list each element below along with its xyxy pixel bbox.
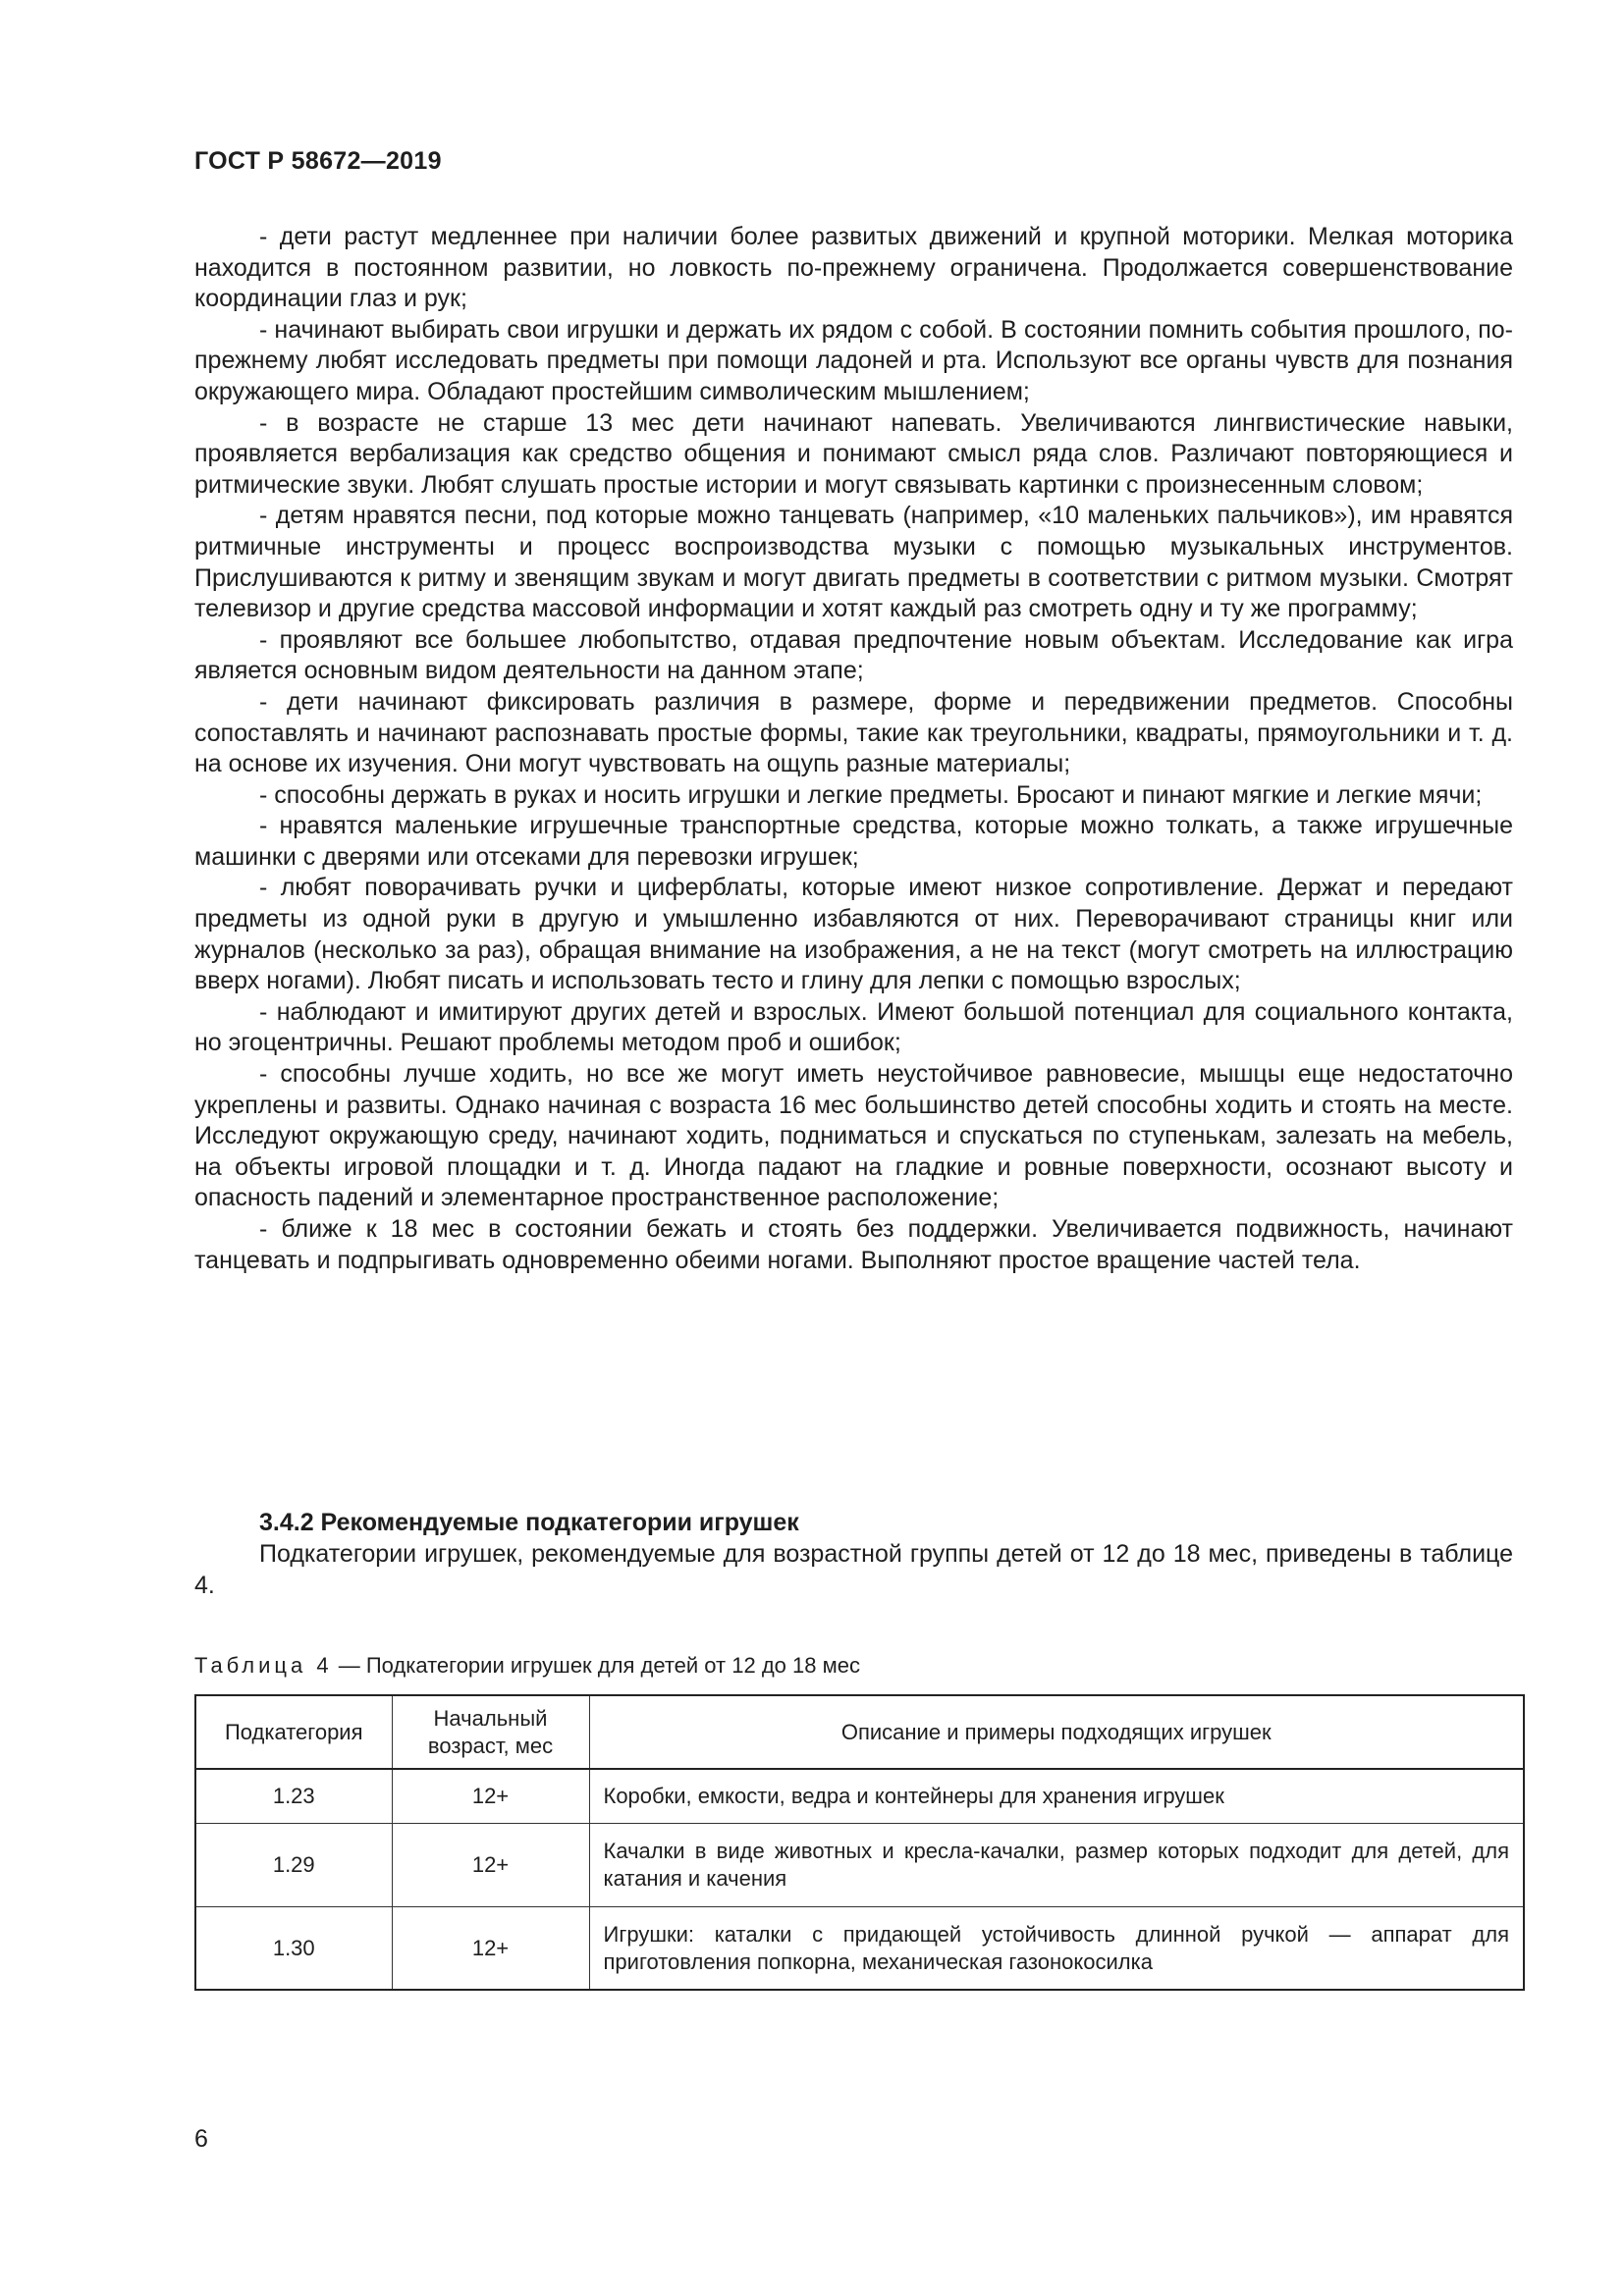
column-header-age-line2: возраст, мес: [427, 1733, 554, 1758]
paragraph: - детям нравятся песни, под которые можно танцевать (например, «10 маленьких пальчиков»), им нравятся ритмичные инструменты и процесс воспроизводства музыки с помощью музыкальных инструментов. Прислушиваются к ритму и звенящим звукам и могут двигать предметы в соответствии с ритмом музыки. Смотрят телевизор и другие средства массовой информации и хотят каждый раз смотреть одну и ту же программу;: [194, 502, 1513, 623]
column-header-description: Описание и примеры подходящих игрушек: [589, 1695, 1524, 1769]
paragraph: - способны держать в руках и носить игрушки и легкие предметы. Бросают и пинают мягкие и легкие мячи;: [259, 780, 1483, 809]
subcategory-table: [194, 1694, 1525, 1991]
table-row: [195, 1907, 1524, 1991]
paragraph: - ближе к 18 мес в состоянии бежать и стоять без поддержки. Увеличивается подвижность, начинают танцевать и подпрыгивать одновременно обеими ногами. Выполняют простое вращение частей тела.: [194, 1215, 1513, 1274]
column-header-age: [392, 1695, 589, 1769]
paragraph: - способны лучше ходить, но все же могут иметь неустойчивое равновесие, мышцы еще недостаточно укреплены и развиты. Однако начиная с возраста 16 мес большинство детей способны ходить и стоять на месте. Исследуют окружающую среду, начинают ходить, подниматься и спускаться по ступенькам, залезать на мебель, на объекты игровой площадки и т. д. Иногда падают на гладкие и ровные поверхности, осознают высоту и опасность падений и элементарное пространственное расположение;: [194, 1060, 1513, 1212]
table-row: [195, 1769, 1524, 1824]
page-number: 6: [194, 2125, 208, 2153]
paragraph: - проявляют все большее любопытство, отдавая предпочтение новым объектам. Исследование как игра является основным видом деятельности на данном этапе;: [194, 625, 1513, 685]
cell-description: Качалки в виде животных и кресла-качалки, размер которых подходит для детей, для катания и качения: [589, 1824, 1524, 1907]
paragraph: - начинают выбирать свои игрушки и держать их рядом с собой. В состоянии помнить события прошлого, по-прежнему любят исследовать предметы при помощи ладоней и рта. Используют все органы чувств для познания окружающего мира. Обладают простейшим символическим мышлением;: [194, 315, 1513, 405]
cell-subcategory: 1.29: [195, 1824, 392, 1907]
paragraph: - дети растут медленнее при наличии более развитых движений и крупной моторики. Мелкая моторика находится в постоянном развитии, но ловкость по-прежнему ограничена. Продолжается совершенствование координации глаз и рук;: [194, 223, 1513, 313]
table-row: [195, 1824, 1524, 1907]
table-header-row: [195, 1695, 1524, 1769]
table-caption-label: Таблица 4: [194, 1653, 333, 1678]
paragraph: - нравятся маленькие игрушечные транспортные средства, которые можно толкать, а также игрушечные машинки с дверями или отсеками для перевозки игрушек;: [194, 812, 1513, 871]
body-text: [194, 222, 1513, 1276]
cell-subcategory: 1.23: [195, 1769, 392, 1824]
paragraph: - дети начинают фиксировать различия в размере, форме и передвижении предметов. Способны сопоставлять и начинают распознавать простые формы, такие как треугольники, квадраты, прямоугольники и т. д. на основе их изучения. Они могут чувствовать на ощупь разные материалы;: [194, 687, 1513, 778]
table-caption-text: — Подкатегории игрушек для детей от 12 до 18 мес: [332, 1653, 860, 1678]
paragraph: - любят поворачивать ручки и циферблаты, которые имеют низкое сопротивление. Держат и передают предметы из одной руки в другую и умышленно избавляются от них. Переворачивают страницы книг или журналов (несколько за раз), обращая внимание на изображения, а не на текст (могут смотреть на иллюстрацию вверх ногами). Любят писать и использовать тесто и глину для лепки с помощью взрослых;: [194, 874, 1513, 995]
paragraph: - наблюдают и имитируют других детей и взрослых. Имеют большой потенциал для социального контакта, но эгоцентричны. Решают проблемы методом проб и ошибок;: [194, 997, 1513, 1057]
section-intro: Подкатегории игрушек, рекомендуемые для возрастной группы детей от 12 до 18 мес, приведены в таблице 4.: [194, 1540, 1513, 1599]
cell-description: Коробки, емкости, ведра и контейнеры для хранения игрушек: [589, 1769, 1524, 1824]
table-caption: [194, 1652, 860, 1680]
column-header-subcategory: Подкатегория: [195, 1695, 392, 1769]
cell-age: 12+: [392, 1907, 589, 1991]
cell-subcategory: 1.30: [195, 1907, 392, 1991]
paragraph: - в возрасте не старше 13 мес дети начинают напевать. Увеличиваются лингвистические навыки, проявляется вербализация как средство общения и понимают смысл ряда слов. Различают повторяющиеся и ритмические звуки. Любят слушать простые истории и могут связывать картинки с произнесенным словом;: [194, 408, 1513, 499]
cell-age: 12+: [392, 1824, 589, 1907]
column-header-age-line1: Начальный: [433, 1705, 548, 1731]
cell-age: 12+: [392, 1769, 589, 1824]
section-title: 3.4.2 Рекомендуемые подкатегории игрушек: [259, 1509, 799, 1536]
cell-description: Игрушки: каталки с придающей устойчивость длинной ручкой — аппарат для приготовления попкорна, механическая газонокосилка: [589, 1907, 1524, 1991]
document-header: ГОСТ Р 58672—2019: [194, 147, 442, 175]
